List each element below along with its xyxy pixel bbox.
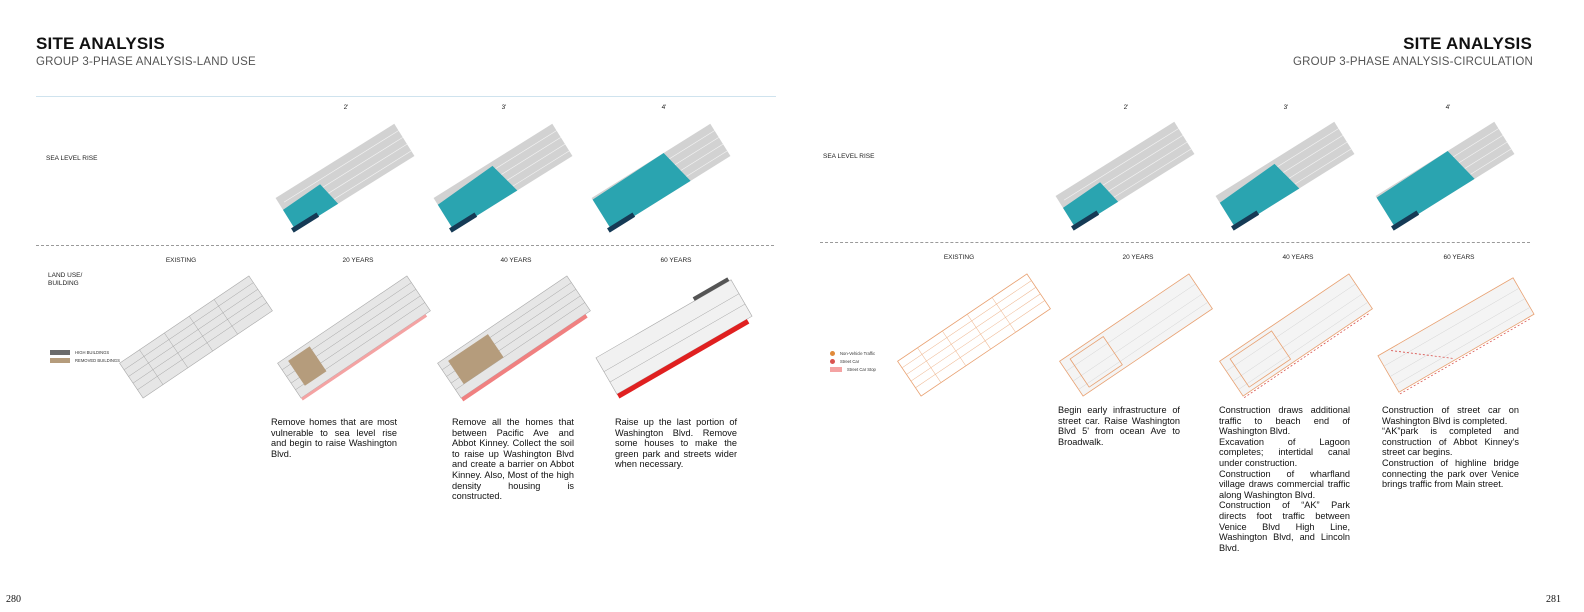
left-sea-level-map-3ft — [438, 122, 568, 232]
left-col-40-years: 40 YEARS — [500, 257, 532, 264]
left-col-existing: EXISTING — [165, 257, 197, 264]
right-sl-col-4ft: 4' — [1445, 104, 1451, 111]
right-sea-level-map-2ft — [1060, 120, 1190, 230]
legend-item — [830, 365, 876, 373]
left-landuse-map-20-years — [280, 272, 428, 402]
desc-paragraph: “AK”park is completed and construction of Abbot Kinney's street car begins. — [1382, 426, 1519, 458]
left-landuse-label-1: LAND USE/ — [48, 272, 83, 279]
right-desc-40-years — [1219, 405, 1350, 553]
right-page-title: SITE ANALYSIS — [1403, 34, 1532, 53]
left-top-rule — [36, 96, 776, 97]
left-sea-level-map-4ft — [596, 122, 726, 232]
legend-label: HIGH BUILDINGS — [75, 349, 110, 355]
right-col-60-years: 60 YEARS — [1443, 254, 1475, 261]
right-sea-level-label: SEA LEVEL RISE — [823, 153, 875, 160]
right-dashed-divider — [820, 242, 1530, 243]
right-page-number: 281 — [1546, 594, 1561, 605]
right-col-existing: EXISTING — [943, 254, 975, 261]
legend-label: Street Car Stop — [847, 366, 876, 372]
legend-label: REMOVED BUILDINGS — [75, 357, 120, 363]
right-page-subtitle: GROUP 3-PHASE ANALYSIS-CIRCULATION — [1292, 56, 1533, 68]
right-circulation-map-60-years — [1382, 270, 1530, 400]
left-page-title: SITE ANALYSIS — [36, 34, 165, 53]
left-col-20-years: 20 YEARS — [342, 257, 374, 264]
legend-item — [830, 349, 876, 357]
desc-paragraph: Construction of “AK” Park directs foot traffic between Venice Blvd High Line, Washington Blvd, and Lincoln Blvd. — [1219, 500, 1350, 553]
left-sl-col-3ft: 3' — [501, 104, 507, 111]
right-col-20-years: 20 YEARS — [1122, 254, 1154, 261]
desc-paragraph: Construction of highline bridge connecting the park over Venice brings traffic from Main street. — [1382, 457, 1519, 490]
left-sea-level-map-2ft — [280, 122, 410, 232]
legend-item — [50, 356, 120, 364]
desc-paragraph: Excavation of Lagoon completes; intertidal canal under construction. — [1219, 436, 1350, 468]
left-sl-col-2ft: 2' — [343, 104, 349, 111]
left-desc-40-years: Remove all the homes that between Pacific Ave and Abbot Kinney. Collect the soil to raise up Washington Blvd and create a barrier on Abbot Kinney. Also, Most of the high density housing is constructed. — [452, 417, 574, 502]
desc-paragraph: Construction of wharfland village draws commercial traffic along Washington Blvd. — [1219, 468, 1350, 500]
right-sl-col-3ft: 3' — [1283, 104, 1289, 111]
legend-swatch — [830, 359, 835, 364]
right-circulation-map-40-years — [1222, 270, 1370, 400]
desc-paragraph: Construction of street car on Washington Blvd is completed. — [1382, 405, 1519, 426]
left-desc-20-years: Remove homes that are most vulnerable to sea level rise and begin to raise Washington Blvd. — [271, 417, 397, 459]
right-circulation-map-existing — [900, 270, 1048, 400]
right-col-40-years: 40 YEARS — [1282, 254, 1314, 261]
right-desc-20-years: Begin early infrastructure of street car. Raise Washington Blvd 5' from ocean Ave to Broadwalk. — [1058, 405, 1180, 447]
legend-item — [50, 348, 120, 356]
legend-swatch — [830, 367, 842, 372]
right-desc-60-years — [1382, 405, 1519, 490]
legend-swatch — [50, 358, 70, 363]
legend-item — [830, 357, 876, 365]
left-page-number: 280 — [6, 594, 21, 605]
left-landuse-label-2: BUILDING — [48, 280, 79, 287]
legend-label: Street Car — [840, 358, 860, 364]
legend-label: Non-Vehicle Traffic — [840, 350, 876, 356]
right-sea-level-map-4ft — [1380, 120, 1510, 230]
left-page-subtitle: GROUP 3-PHASE ANALYSIS-LAND USE — [36, 56, 256, 68]
left-landuse-map-existing — [122, 272, 270, 402]
right-legend — [830, 349, 876, 373]
left-landuse-map-60-years — [600, 272, 748, 402]
left-legend — [50, 348, 120, 364]
right-sl-col-2ft: 2' — [1123, 104, 1129, 111]
left-desc-60-years: Raise up the last portion of Washington Blvd. Remove some houses to make the green park and streets wider when necessary. — [615, 417, 737, 470]
left-sea-level-label: SEA LEVEL RISE — [46, 155, 98, 162]
left-landuse-map-40-years — [440, 272, 588, 402]
right-sea-level-map-3ft — [1220, 120, 1350, 230]
left-sl-col-4ft: 4' — [661, 104, 667, 111]
left-dashed-divider — [36, 245, 774, 246]
legend-swatch — [50, 350, 70, 355]
right-circulation-map-20-years — [1062, 270, 1210, 400]
legend-swatch — [830, 351, 835, 356]
left-col-60-years: 60 YEARS — [660, 257, 692, 264]
desc-paragraph: Construction draws additional traffic to beach end of Washington Blvd. — [1219, 405, 1350, 437]
